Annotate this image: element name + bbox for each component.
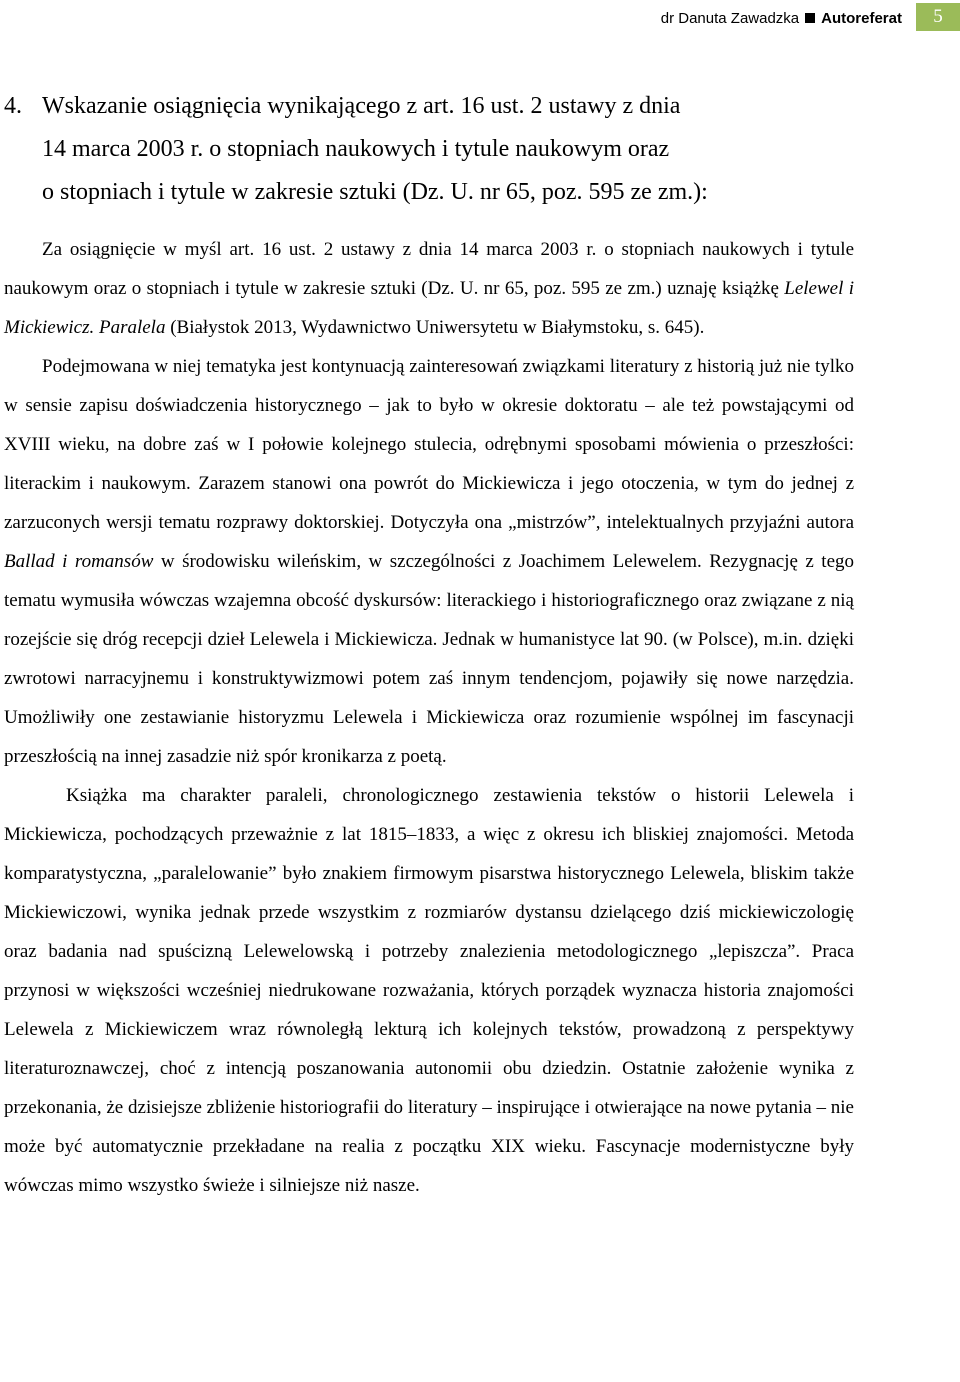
page-number-badge: 5 [916, 3, 960, 31]
paragraph-2-text-before: Podejmowana w niej tematyka jest kontynuacją zainteresowań związkami literatury z historią już nie tylko w sensie zapisu doświadczenia historycznego – jak to było w okresie doktoratu – ale też powstającymi od XVIII wieku, na dobre zaś w I połowie kolejnego stulecia, odrębnymi sposobami mówienia o przeszłości: literackim i naukowym. Zarazem stanowi ona powrót do Mickiewicza i jego otoczenia, w tym do jednej z zarzuconych wersji tematu rozprawy doktorskiej. Dotyczyła ona „mistrzów”, intelektualnych przyjaźni autora [4, 356, 854, 533]
heading-line-2: 14 marca 2003 r. o stopniach naukowych i tytule naukowym oraz [42, 136, 670, 162]
paragraph-3: Książka ma charakter paraleli, chronologicznego zestawienia tekstów o historii Lelewela i Mickiewicza, pochodzących przeważnie z lat 1815–1833, a więc z okresu ich bliskiej znajomości. Metoda komparatystyczna, „paralelowanie” było znakiem firmowym pisarstwa historycznego Lelewela, bliskim także Mickiewiczowi, wynika jednak przede wszystkim z rozmiarów dystansu dzielącego dziś mickiewiczologię oraz badania nad spuścizną Lelewelowską i potrzeby znalezienia metodologicznego „lepiszcza”. Praca przynosi w większości wcześniej niedrukowane rozważania, których porządek wyznacza historia znajomości Lelewela z Mickiewiczem wraz równoległą lekturą ich kolejnych tekstów, prowadzoną z perspektywy literaturoznawczej, choć z intencją poszanowania autonomii obu dziedzin. Ostatnie założenie wynika z przekonania, że dzisiejsze zbliżenie historiografii do literatury – inspirujące i otwierające na nowe pytania – nie może być automatycznie przekładane na realia z początku XIX wieku. Fascynacje modernistyczne były wówczas mimo wszystko świeże i silniejsze niż nasze. [4, 785, 854, 1196]
paragraph-2-text-after: w środowisku wileńskim, w szczególności z Joachimem Lelewelem. Rezygnację z tego tematu wymusiła wówczas wzajemna obcość dyskursów: literackiego i historiograficznego oraz związane z nią rozejście się dróg recepcji dzieł Lelewela i Mickiewicza. Jednak w humanistyce lat 90. (w Polsce), m.in. dzięki zwrotowi narracyjnemu i konstruktywizmowi potem zaś innym tendencjom, pojawiły się nowe narzędzia. Umożliwiły one zestawianie historyzmu Lelewela i Mickiewicza oraz rozumienie wspólnej im fascynacji przeszłością na innej zasadzie niż spór kronikarza z poetą. [4, 551, 855, 767]
section-heading [4, 85, 864, 214]
paragraph-2 [4, 347, 854, 776]
heading-line-3: o stopniach i tytule w zakresie sztuki (Dz. U. nr 65, poz. 595 ze zm.): [42, 179, 708, 205]
heading-number: 4. [4, 93, 22, 119]
paragraph-1-text-before: Za osiągnięcie w myśl art. 16 ust. 2 ustawy z dnia 14 marca 2003 r. o stopniach naukowych i tytule naukowym oraz o stopniach i tytule w zakresie sztuki (Dz. U. nr 65, poz. 595 ze zm.) uznaję książkę [4, 239, 854, 299]
book-title: Lelewel i Mickiewicz. Paralela [4, 278, 854, 338]
ballad-title: Ballad i romansów [4, 551, 154, 572]
heading-line-1 [4, 85, 864, 128]
running-header [661, 6, 960, 30]
header-author: dr Danuta Zawadzka [660, 9, 800, 27]
black-square-icon [805, 13, 815, 23]
paragraph-1-text-after: (Białystok 2013, Wydawnictwo Uniwersytetu w Białymstoku, s. 645). [165, 317, 705, 338]
header-label: Autoreferat [821, 9, 902, 27]
paragraph-1 [4, 230, 854, 347]
heading-text-1: Wskazanie osiągnięcia wynikającego z art. 16 ust. 2 ustawy z dnia [42, 93, 681, 119]
body-text [4, 230, 854, 1205]
